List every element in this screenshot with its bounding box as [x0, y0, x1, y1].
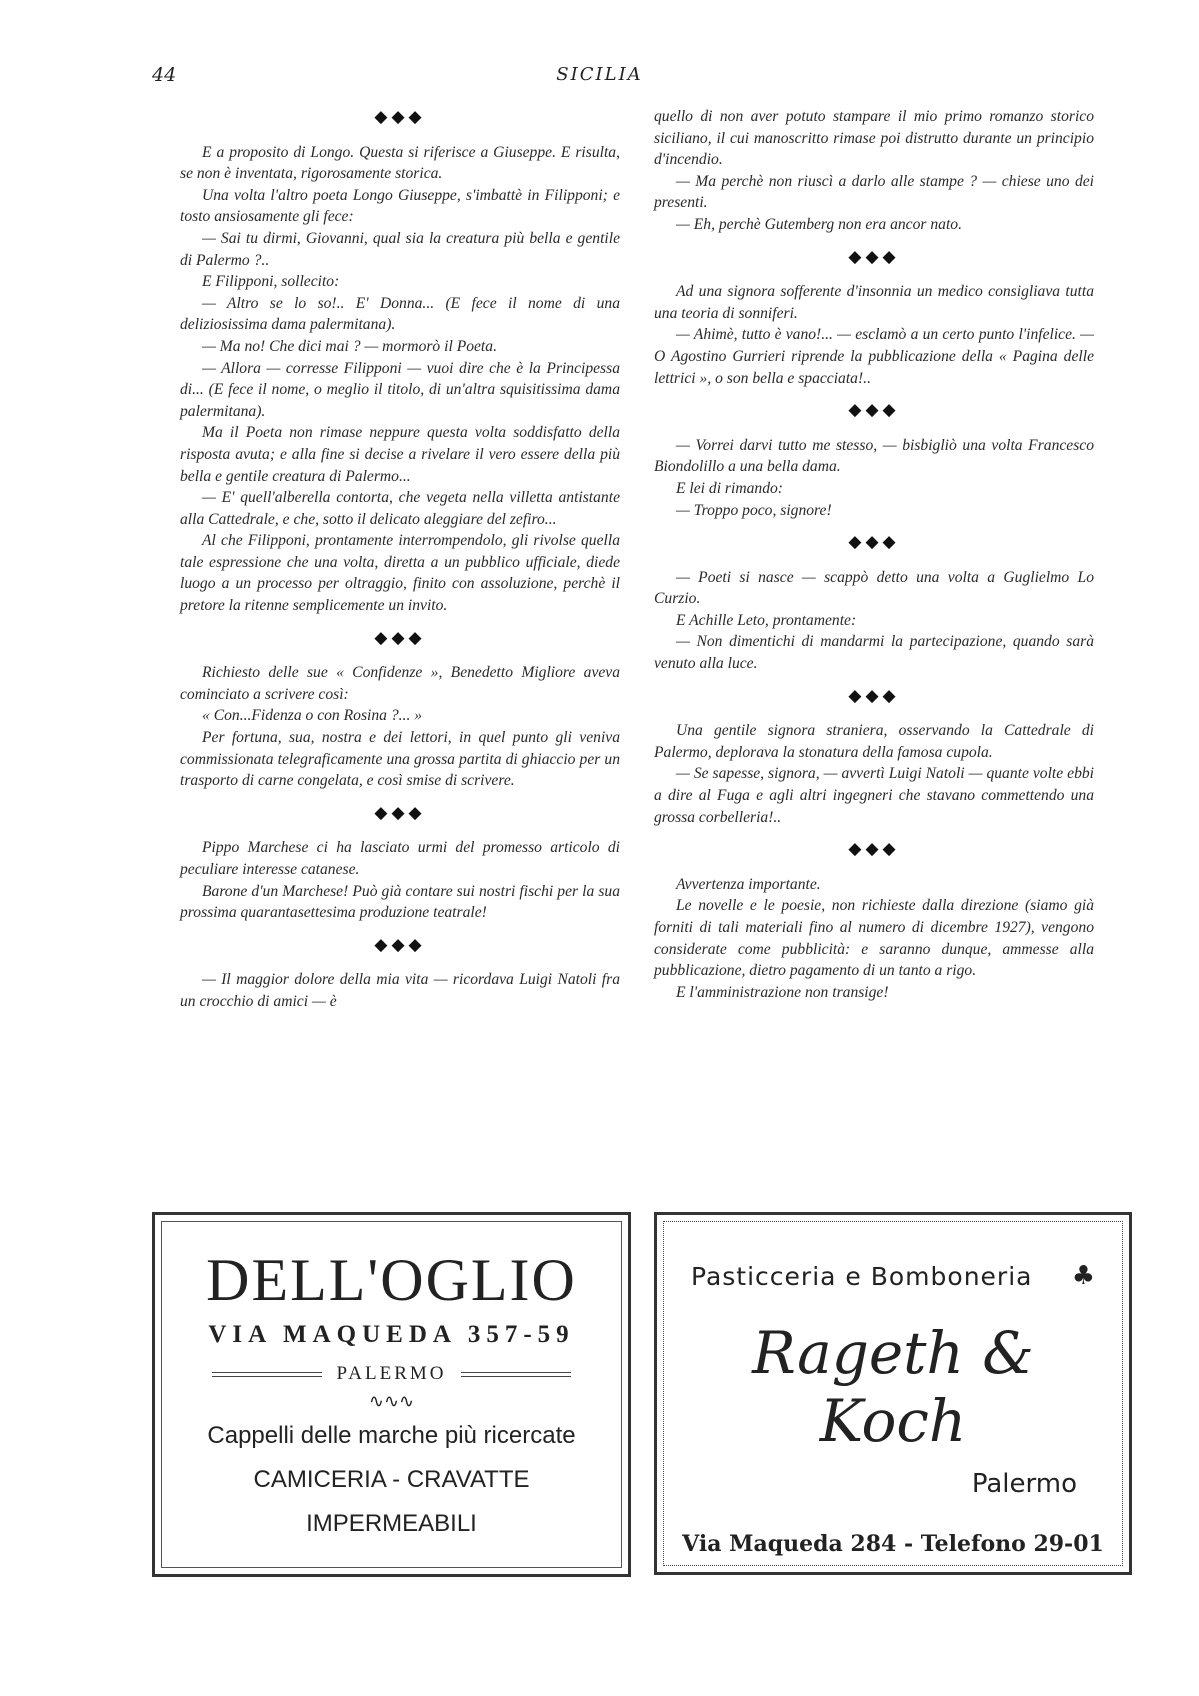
paragraph: Ad una signora sofferente d'insonnia un medico consigliava tutta una teoria di sonniferi. — [654, 283, 1094, 322]
paragraph: E Achille Leto, prontamente: — [676, 611, 857, 629]
paragraph: Una volta l'altro poeta Longo Giuseppe, s'imbattè in Filipponi; e tosto ansiosamente gli fece: — [180, 186, 620, 226]
ad-city-row — [179, 1363, 604, 1385]
clover-icon: ♣ — [1071, 1261, 1095, 1291]
advertisement-delloglio — [152, 1212, 631, 1577]
separator-ornament: ◆◆◆ — [848, 839, 900, 859]
paragraph: — Ma perchè non riuscì a darlo alle stampe ? — chiese uno dei presenti. — [654, 172, 1094, 212]
paragraph: « Con...Fidenza o con Rosina ?... » — [202, 707, 423, 725]
running-head: SICILIA — [556, 64, 643, 85]
flourish-icon: ∿∿∿ — [368, 1391, 415, 1412]
paragraph: — Eh, perchè Gutemberg non era ancor nato. — [676, 215, 962, 233]
ad-city: PALERMO — [336, 1363, 447, 1384]
ad-tagline: Cappelli delle marche più ricercate — [207, 1422, 576, 1449]
ad-shop: Pasticceria e Bomboneria — [691, 1261, 1033, 1291]
divider — [212, 1372, 322, 1377]
separator-ornament: ◆◆◆ — [848, 400, 900, 420]
divider — [461, 1372, 571, 1377]
separator-ornament: ◆◆◆ — [848, 246, 900, 266]
paragraph: — Allora — corresse Filipponi — vuoi dire che è la Principessa di... (E fece il nome, o meglio il titolo, di un'altra squisitissima dama palermitana). — [180, 359, 620, 420]
paragraph: Ma il Poeta non rimase neppure questa volta soddisfatto della risposta avuta; e alla fine si decise a rivelare il vero essere della più bella e gentile creatura di Palermo... — [180, 424, 620, 485]
ad-contact: Via Maqueda 284 - Telefono 29-01 — [682, 1531, 1104, 1557]
ad-shop-row — [681, 1261, 1105, 1291]
ad-products: IMPERMEABILI — [306, 1510, 477, 1537]
paragraph: E a proposito di Longo. Questa si riferisce a Giuseppe. E risulta, se non è inventata, rigorosamente storica. — [180, 143, 620, 183]
paragraph: Per fortuna, sua, nostra e dei lettori, in quel punto gli veniva commissionata telegraficamente una grossa partita di ghiaccio per un trasporto di carne congelata, e così smise di scrivere. — [180, 729, 620, 790]
separator-ornament: ◆◆◆ — [848, 532, 900, 552]
separator-ornament: ◆◆◆ — [848, 685, 900, 705]
paragraph: E lei di rimando: — [676, 479, 783, 497]
ad-products: CAMICERIA - CRAVATTE — [253, 1466, 530, 1493]
page-number: 44 — [152, 64, 177, 86]
advertisement-rageth-koch — [654, 1212, 1132, 1575]
ad-brand: DELL'OGLIO — [206, 1247, 577, 1313]
paragraph: — Troppo poco, signore! — [676, 501, 832, 519]
paragraph: E Filipponi, sollecito: — [202, 273, 340, 291]
paragraph: — Altro se lo so!.. E' Donna... (E fece il nome di una deliziosissima dama palermitana). — [180, 294, 620, 334]
separator-ornament: ◆◆◆ — [374, 107, 426, 126]
ad-city: Palermo — [971, 1469, 1077, 1499]
paragraph: Una gentile signora straniera, osservando la Cattedrale di Palermo, deplorava la stonatura della famosa cupola. — [654, 722, 1094, 761]
paragraph: Al che Filipponi, prontamente interrompendolo, gli rivolse quella tale espressione che una volta, diretta a un pubblico ufficiale, diede luogo a un processo per oltraggio, finito con assoluzione, perchè il pretore la ritenne semplicemente un invito. — [180, 532, 620, 615]
paragraph: — Ma no! Che dici mai ? — mormorò il Poeta. — [202, 337, 497, 355]
paragraph: quello di non aver potuto stampare il mio primo romanzo storico siciliano, il cui manoscritto rimase poi distrutto durante un principio d'incendio. — [654, 108, 1094, 169]
paragraph: — Poeti si nasce — scappò detto una volta a Guglielmo Lo Curzio. — [654, 568, 1094, 608]
paragraph: — Il maggior dolore della mia vita — ricordava Luigi Natoli fra un crocchio di amici — è — [180, 971, 620, 1010]
separator-ornament: ◆◆◆ — [374, 627, 426, 647]
paragraph: — Se sapesse, signora, — avvertì Luigi Natoli — quante volte ebbi a dire al Fuga e agli altri ingegneri che stavano commettendo una grossa corbelleria!.. — [654, 765, 1094, 826]
paragraph: — Ahimè, tutto è vano!... — esclamò a un certo punto l'infelice. — O Agostino Gurrieri riprende la pubblicazione della « Pagina delle lettrici », o son bella e spacciata!.. — [654, 326, 1094, 387]
separator-ornament: ◆◆◆ — [374, 802, 426, 822]
paragraph: — Vorrei darvi tutto me stesso, — bisbigliò una volta Francesco Biondolillo a una bella dama. — [654, 436, 1094, 476]
paragraph: — E' quell'alberella contorta, che vegeta nella villetta antistante alla Cattedrale, e che, sotto il delicato aleggiare del zefiro... — [180, 489, 620, 528]
paragraph: Pippo Marchese ci ha lasciato urmi del promesso articolo di peculiare interesse catanese. — [180, 839, 620, 878]
paragraph: Avvertenza importante. — [676, 875, 821, 893]
paragraph: Le novelle e le poesie, non richieste dalla direzione (siamo già forniti di tali materiali fino al numero di dicembre 1927), vengono considerate come pubblicità: e saranno dunque, ammesse alla pubblicazione, dietro pagamento di un tanto a rigo. — [654, 897, 1094, 980]
ad-firm: Rageth & Koch — [752, 1319, 1034, 1455]
paragraph: — Sai tu dirmi, Giovanni, qual sia la creatura più bella e gentile di Palermo ?.. — [180, 229, 620, 269]
ad-address: VIA MAQUEDA 357-59 — [208, 1321, 575, 1348]
paragraph: Barone d'un Marchese! Può già contare sui nostri fischi per la sua prossima quarantasettesima produzione teatrale! — [180, 882, 620, 922]
paragraph: — Non dimentichi di mandarmi la partecipazione, quando sarà venuto alla luce. — [654, 633, 1094, 673]
paragraph: E l'amministrazione non transige! — [676, 983, 889, 1001]
separator-ornament: ◆◆◆ — [374, 934, 426, 954]
paragraph: Richiesto delle sue « Confidenze », Benedetto Migliore aveva cominciato a scrivere così: — [180, 664, 620, 703]
right-column — [654, 106, 1094, 1003]
left-column — [180, 106, 620, 1013]
